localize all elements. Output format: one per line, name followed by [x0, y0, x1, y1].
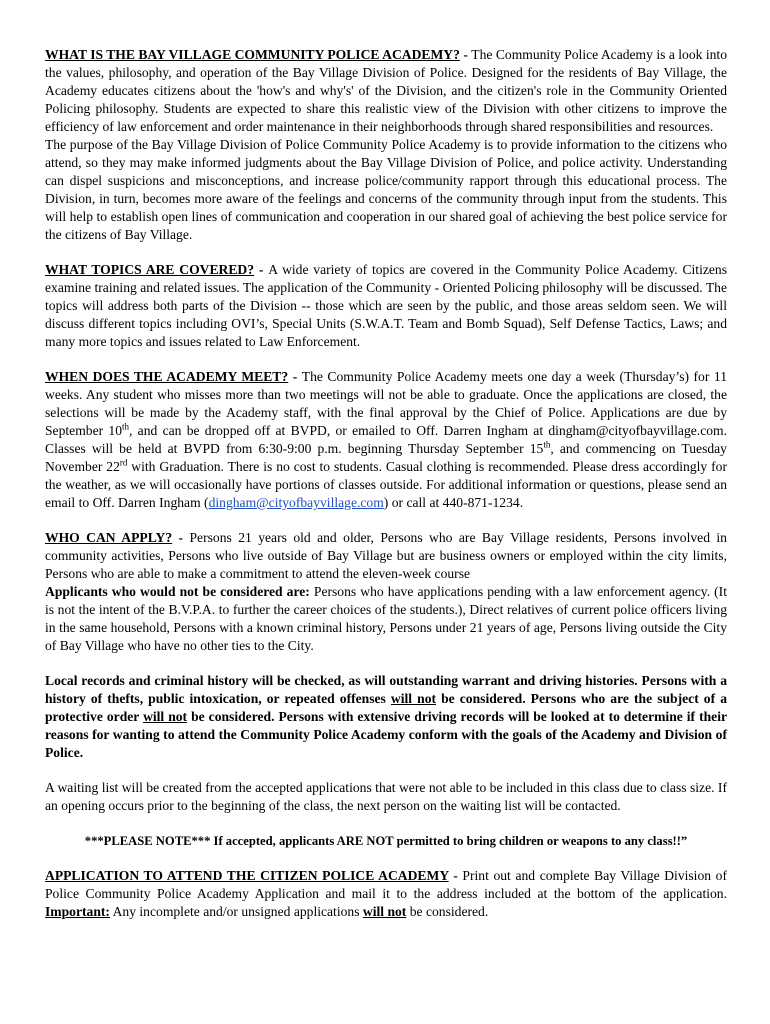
ordinal-suffix: th: [543, 439, 551, 450]
heading-dash: -: [172, 530, 190, 545]
purpose-paragraph: The purpose of the Bay Village Division of Police Community Police Academy is to provide information to the citizens who attend, so they may make informed judgments about the Bay Village Division of Police, and police activity. Understanding can dispel suspicions and misconceptions, and increase police/community rapport through this educational process. The Division, in turn, becomes more aware of the feelings and concerns of the community through input from the students. This will help to establish open lines of communication and cooperation in our shared goal of achieving the best police service for the citizens of Bay Village.: [45, 137, 727, 242]
will-not-emphasis: will not: [143, 709, 188, 724]
topics-paragraph: [45, 261, 727, 351]
section-waiting-list: [45, 779, 727, 815]
what-is-text: The Community Police Academy is a look into the values, philosophy, and operation of the Bay Village Division of Police. Designed for the residents of Bay Village, the Academy educates citizens about the 'how's and why's' of the Division, and the citizen's role in the Community Oriented Policing philosophy. Students are expected to share this realistic view of the Division with other citizens to improve the efficiency of law enforcement and order maintenance in their neighborhoods through shared responsibilities and resources.: [45, 47, 727, 134]
important-label: Important:: [45, 904, 110, 919]
application-text-2: Any incomplete and/or unsigned applications: [109, 904, 363, 919]
section-topics: [45, 261, 727, 351]
when-paragraph: [45, 368, 727, 512]
section-application: [45, 867, 727, 921]
section-what-is: [45, 46, 727, 244]
heading-who: WHO CAN APPLY?: [45, 530, 173, 545]
heading-topics: WHAT TOPICS ARE COVERED?: [45, 262, 255, 277]
section-who: [45, 529, 727, 655]
will-not-emphasis: will not: [362, 904, 407, 919]
section-records: [45, 672, 727, 762]
not-considered-label: Applicants who would not be considered are:: [45, 584, 310, 599]
heading-dash: -: [254, 262, 269, 277]
who-paragraph: [45, 529, 727, 583]
heading-application: APPLICATION TO ATTEND THE CITIZEN POLICE ACADEMY: [45, 868, 449, 883]
heading-dash: -: [459, 47, 472, 62]
what-is-paragraph: [45, 46, 727, 136]
application-paragraph: [45, 867, 727, 921]
records-paragraph: [45, 672, 727, 762]
records-text-3: be considered. Persons with extensive driving records will be looked at to determine if their reasons for wanting to attend the Community Police Academy conform with the goals of the Academy and Division of Police.: [45, 709, 728, 760]
heading-dash: -: [448, 868, 463, 883]
document-page: [45, 46, 727, 938]
when-text-2: , and can be dropped off at BVPD, or emailed to Off. Darren Ingham at dingham@cityofbayvillage.com. Classes will be held at BVPD from 6:30-9:00 p.m. beginning Thursday September 15: [45, 423, 728, 456]
records-text-2: be considered. Persons who are the subject of a protective order: [45, 691, 727, 724]
ordinal-suffix: rd: [119, 457, 128, 468]
not-considered-paragraph: [45, 583, 727, 655]
will-not-emphasis: will not: [390, 691, 437, 706]
records-text-1: Local records and criminal history will be checked, as will outstanding warrant and driving histories. Persons with a history of thefts, public intoxication, or repeated offenses: [45, 673, 727, 706]
when-text-1: The Community Police Academy meets one day a week (Thursday’s) for 11 weeks. Any student who misses more than two meetings will not be able to graduate. Once the applications are closed, the selections will be made by the Academy staff, with the final approval by the Chief of Police. Applications are due by September 10: [45, 369, 727, 438]
who-text: Persons 21 years old and older, Persons who are Bay Village residents, Persons involved in community activities, Persons who live outside of Bay Village but are business owners or employed within the city limits, Persons who are able to make a commitment to attend the eleven-week course: [45, 530, 727, 581]
when-text-5: ) or call at 440-871-1234.: [383, 495, 524, 510]
heading-what-is: WHAT IS THE BAY VILLAGE COMMUNITY POLICE ACADEMY?: [45, 47, 460, 62]
application-text-1: Print out and complete Bay Village Division of Police Community Police Academy Application and mail it to the address included at the bottom of the application.: [45, 868, 727, 901]
ordinal-suffix: th: [122, 421, 130, 432]
waiting-list-paragraph: A waiting list will be created from the accepted applications that were not able to be included in this class due to class size. If an opening occurs prior to the beginning of the class, the next person on the waiting list will be contacted.: [45, 780, 727, 813]
when-text-3: , and commencing on Tuesday November 22: [45, 441, 727, 474]
heading-when: WHEN DOES THE ACADEMY MEET?: [45, 369, 289, 384]
not-considered-text: Persons who have applications pending with a law enforcement agency. (It is not the intent of the B.V.P.A. to further the career choices of the students.), Direct relatives of current police officers living in the same household, Persons with a known criminal history, Persons under 21 years of age, Persons living outside the City of Bay Village who have no other ties to the City.: [45, 584, 727, 653]
please-note: ***PLEASE NOTE*** If accepted, applicants ARE NOT permitted to bring children or weapons to any class!!”: [84, 834, 688, 848]
heading-dash: -: [288, 369, 302, 384]
section-when: [45, 368, 727, 512]
topics-text: A wide variety of topics are covered in the Community Police Academy. Citizens examine training and related issues. The application of the Community - Oriented Policing philosophy will be discussed. The topics will address both parts of the Division -- those which are seen by the public, and those areas seldom seen. We will discuss different topics including OVI’s, Special Units (S.W.A.T. Team and Bomb Squad), Self Defense Tactics, Laws; and many more topics and issues related to Law Enforcement.: [45, 262, 728, 349]
email-link[interactable]: dingham@cityofbayvillage.com: [208, 495, 384, 510]
application-text-3: be considered.: [406, 904, 489, 919]
when-text-4: with Graduation. There is no cost to students. Casual clothing is recommended. Please dress accordingly for the weather, as we will occasionally have portions of classes outside. For additional information or questions, please send an email to Off. Darren Ingham (: [45, 459, 727, 510]
